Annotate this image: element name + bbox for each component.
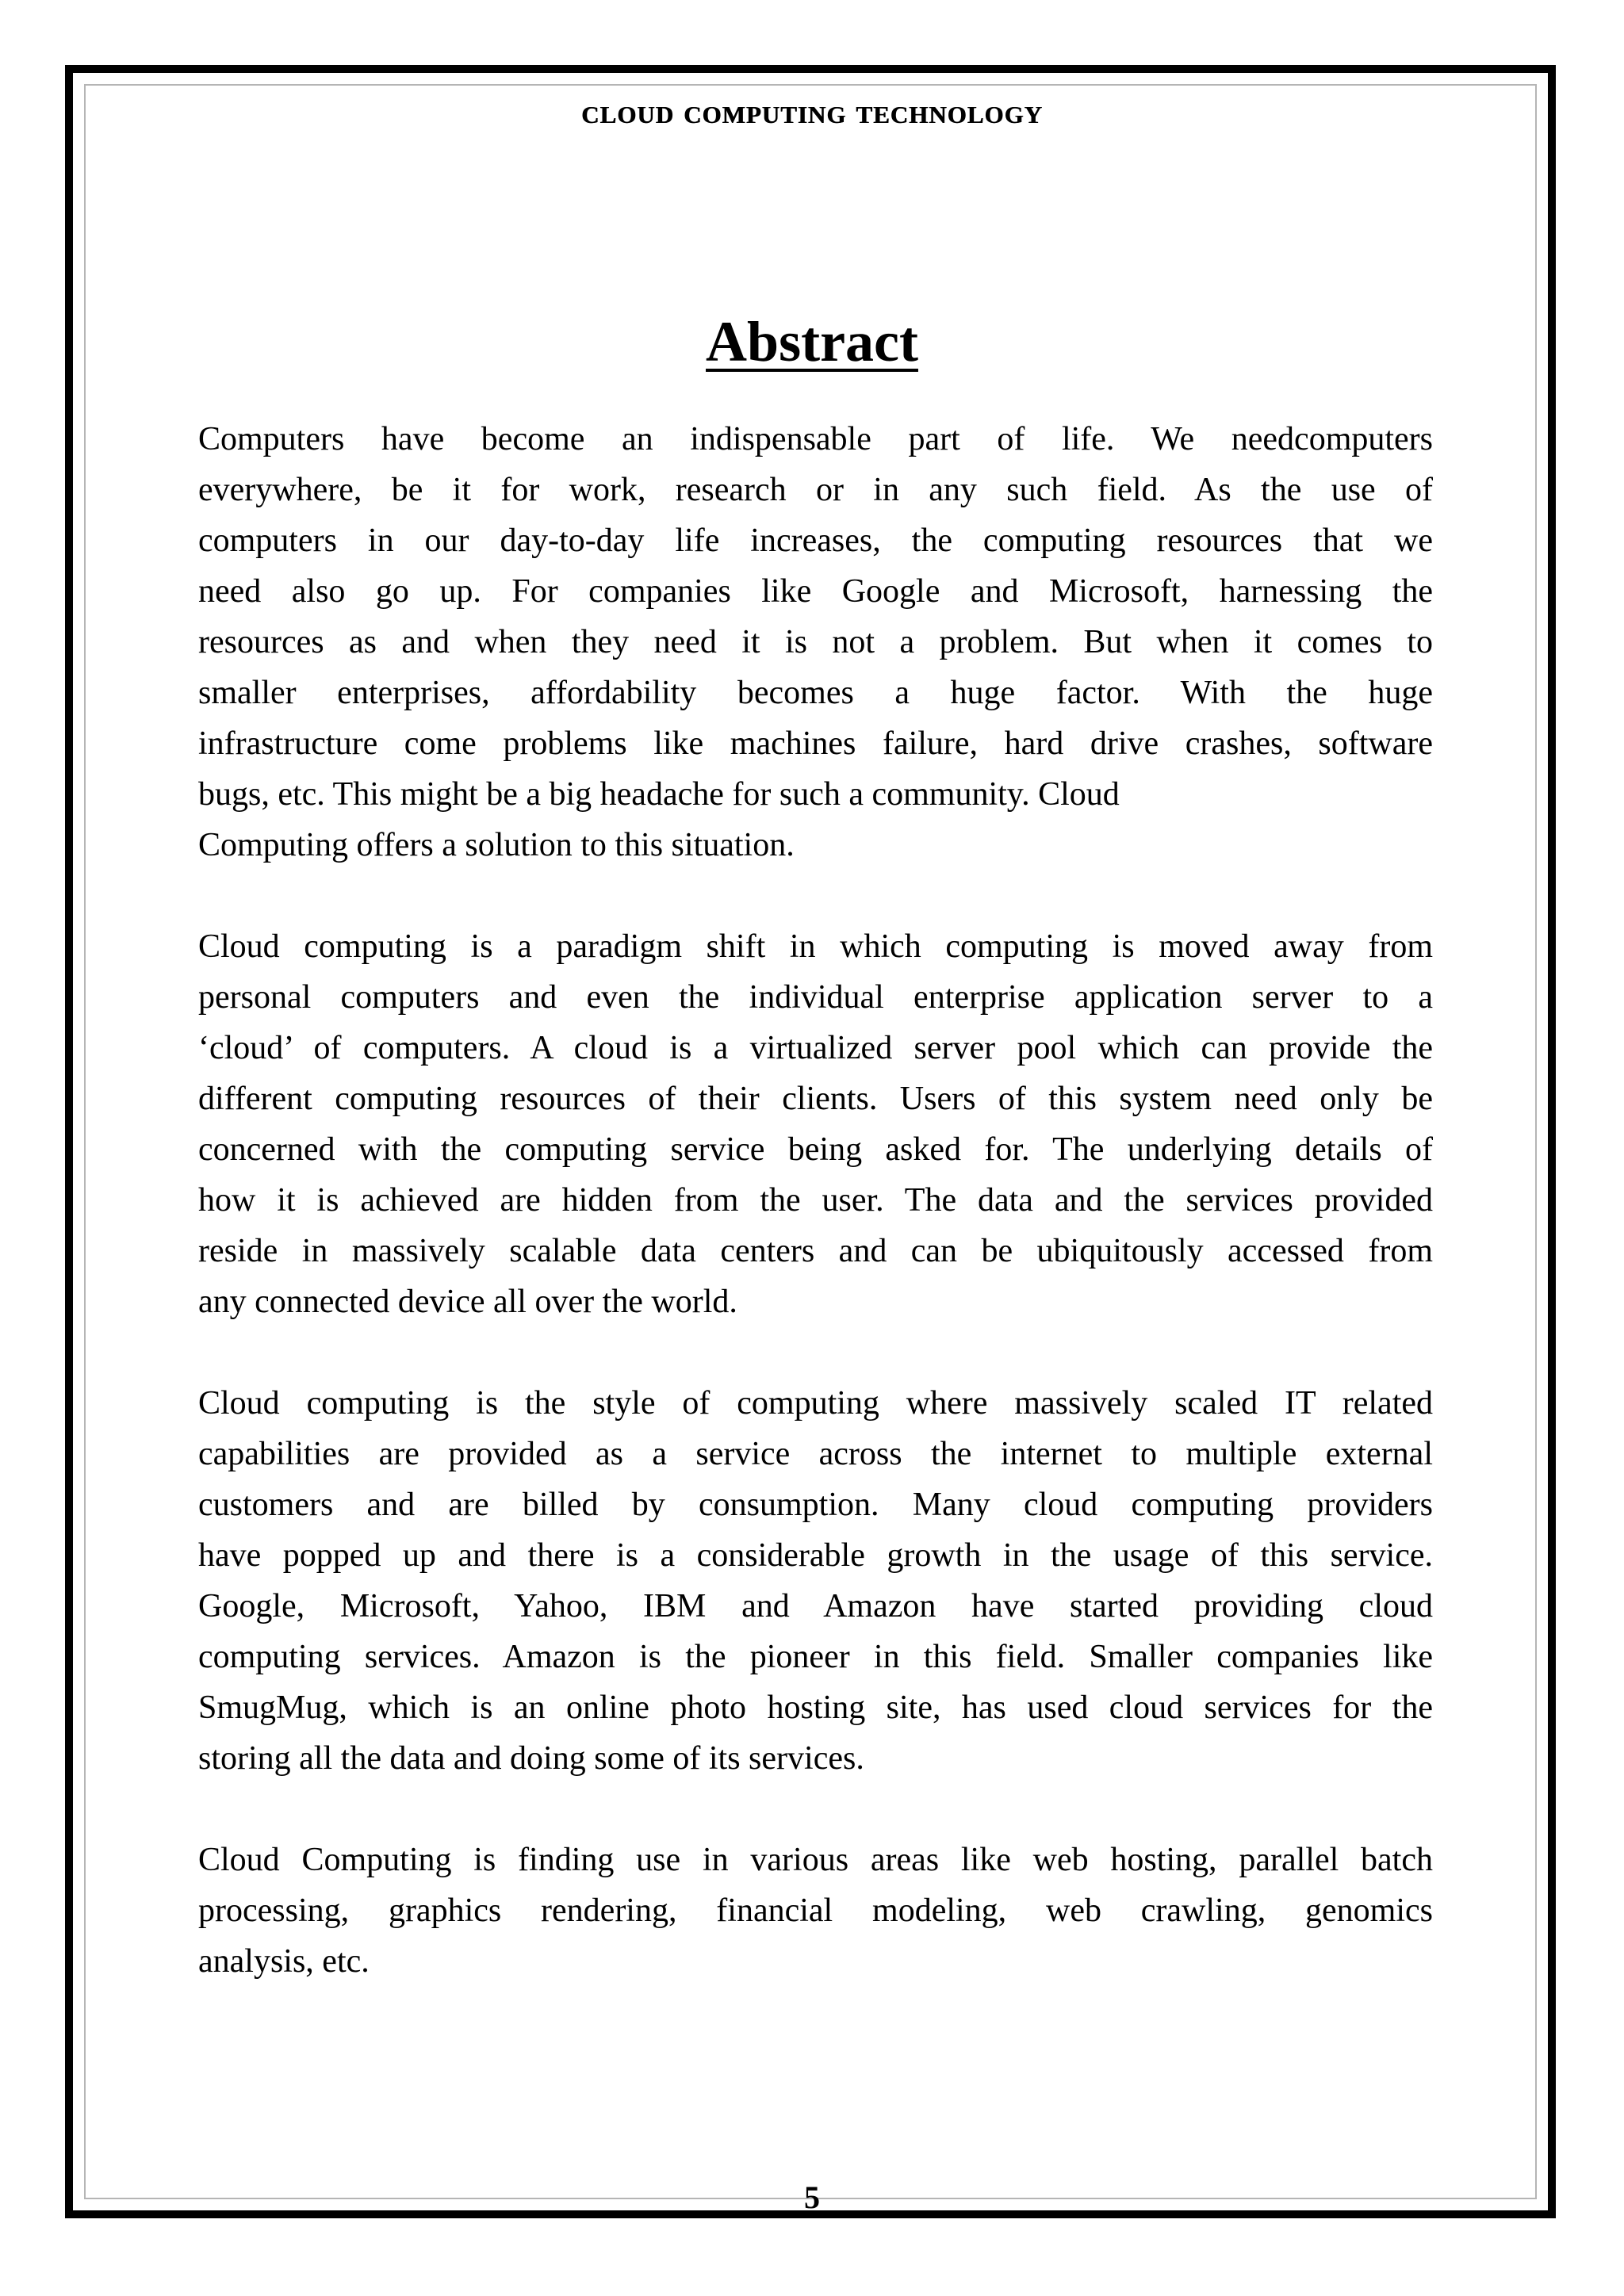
- running-header: cloud computing technology: [581, 92, 1043, 131]
- text-line: how it is achieved are hidden from the user. The data and the services provided: [198, 1182, 1433, 1219]
- text-line: different computing resources of their clients. Users of this system need only be: [198, 1081, 1433, 1117]
- text-line: ‘cloud’ of computers. A cloud is a virtualized server pool which can provide the: [198, 1030, 1433, 1066]
- text-line: SmugMug, which is an online photo hosting site, has used cloud services for the: [198, 1689, 1433, 1726]
- text-line: Cloud computing is a paradigm shift in which computing is moved away from: [198, 928, 1433, 965]
- text-line: resources as and when they need it is not a problem. But when it comes to: [198, 624, 1433, 660]
- text-line: Computers have become an indispensable part of life. We needcomputers: [198, 421, 1433, 457]
- text-line: have popped up and there is a considerable growth in the usage of this service.: [198, 1537, 1433, 1574]
- text-line: need also go up. For companies like Google and Microsoft, harnessing the: [198, 573, 1433, 610]
- text-line: storing all the data and doing some of its services.: [198, 1740, 864, 1777]
- text-line: reside in massively scalable data centers and can be ubiquitously accessed from: [198, 1233, 1433, 1269]
- text-line: Google, Microsoft, Yahoo, IBM and Amazon have started providing cloud: [198, 1588, 1433, 1624]
- page-number: 5: [804, 2179, 820, 2215]
- text-line: concerned with the computing service being asked for. The underlying details of: [198, 1131, 1433, 1168]
- text-line: everywhere, be it for work, research or in any such field. As the use of: [198, 472, 1433, 508]
- text-line: computers in our day-to-day life increases, the computing resources that we: [198, 522, 1433, 559]
- text-line: Computing offers a solution to this situation.: [198, 827, 795, 863]
- paragraph-4: [198, 1835, 1433, 1987]
- text-line: Cloud computing is the style of computing where massively scaled IT related: [198, 1385, 1433, 1422]
- text-line: processing, graphics rendering, financial modeling, web crawling, genomics: [198, 1892, 1433, 1929]
- page-title: Abstract: [706, 310, 918, 373]
- text-line: bugs, etc. This might be a big headache for such a community. Cloud: [198, 776, 1120, 813]
- text-line: customers and are billed by consumption. Many cloud computing providers: [198, 1487, 1433, 1523]
- text-line: Cloud Computing is finding use in various areas like web hosting, parallel batch: [198, 1842, 1433, 1878]
- text-line: analysis, etc.: [198, 1943, 370, 1980]
- paragraph-1: [198, 414, 1433, 871]
- paragraph-3: [198, 1378, 1433, 1784]
- text-line: any connected device all over the world.: [198, 1284, 737, 1320]
- text-line: personal computers and even the individual enterprise application server to a: [198, 979, 1433, 1016]
- text-line: capabilities are provided as a service across the internet to multiple external: [198, 1436, 1433, 1472]
- text-line: computing services. Amazon is the pioneer in this field. Smaller companies like: [198, 1639, 1433, 1675]
- paragraph-2: [198, 921, 1433, 1327]
- text-line: infrastructure come problems like machines failure, hard drive crashes, software: [198, 725, 1433, 762]
- text-line: smaller enterprises, affordability becomes a huge factor. With the huge: [198, 675, 1433, 711]
- abstract-body: [198, 414, 1433, 2038]
